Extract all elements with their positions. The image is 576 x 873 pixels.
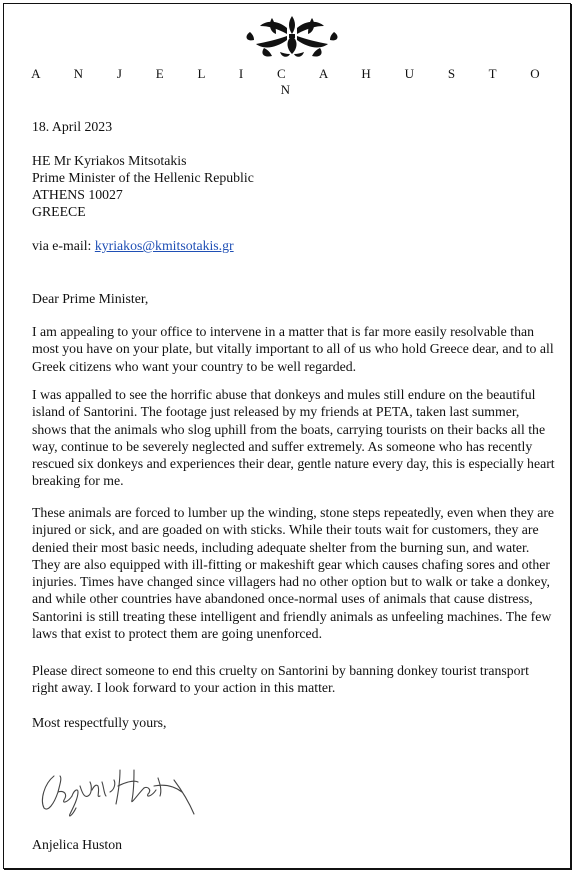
letterhead-name: A N J E L I C A H U S T O N [31, 66, 555, 97]
via-email-prefix: via e-mail: [32, 238, 95, 253]
paragraph-3: These animals are forced to lumber up the winding, stone steps repeatedly, even when they are injured or sick, and are goaded on with sticks. While their touts wait for customers, they are denied their most basic needs, including adequate shelter from the burning sun, and water. They are also equipped with ill-fitting or makeshift gear which causes chafing sores and other injuries. Times have changed since villagers had no other option but to walk or take a donkey, and while other countries have abandoned once-normal uses of animals that cause distress, Santorini is still treating these intelligent and friendly animals as unfeeling machines. The few laws that exist to protect them are going unenforced. [32, 505, 555, 642]
closing: Most respectfully yours, [32, 715, 167, 730]
letter-page [3, 3, 571, 869]
paragraph-2: I was appalled to see the horrific abuse that donkeys and mules still endure on the beautiful island of Santorini. The footage just released by my friends at PETA, taken last summer, shows that the animals who slog uphill from the boats, carrying tourists on their backs all the way, continue to be severely neglected and suffer extremely. As someone who has recently rescued six donkeys and experiences their dear, gentle nature every day, this is especially heart breaking for me. [32, 387, 555, 489]
salutation: Dear Prime Minister, [32, 291, 149, 306]
signer-name: Anjelica Huston [32, 837, 123, 852]
recipient-line-3: ATHENS 10027 [32, 187, 123, 202]
handwritten-signature [34, 756, 204, 826]
letter-date: 18. April 2023 [32, 119, 113, 134]
email-link[interactable]: kyriakos@kmitsotakis.gr [94, 238, 234, 253]
ornamental-crest-icon [242, 14, 342, 60]
recipient-line-2: Prime Minister of the Hellenic Republic [32, 170, 254, 185]
paragraph-4: Please direct someone to end this cruelty on Santorini by banning donkey tourist transport right away. I look forward to your action in this matter. [32, 663, 529, 696]
recipient-line-4: GREECE [32, 204, 86, 219]
paragraph-1: I am appealing to your office to intervene in a matter that is far more easily resolvable than most you have on your plate, but vitally important to all of us who hold Greece dear, and to all Greek citizens who want your country to be well regarded. [32, 324, 554, 374]
recipient-line-1: HE Mr Kyriakos Mitsotakis [32, 153, 187, 168]
via-email-line [32, 237, 234, 254]
